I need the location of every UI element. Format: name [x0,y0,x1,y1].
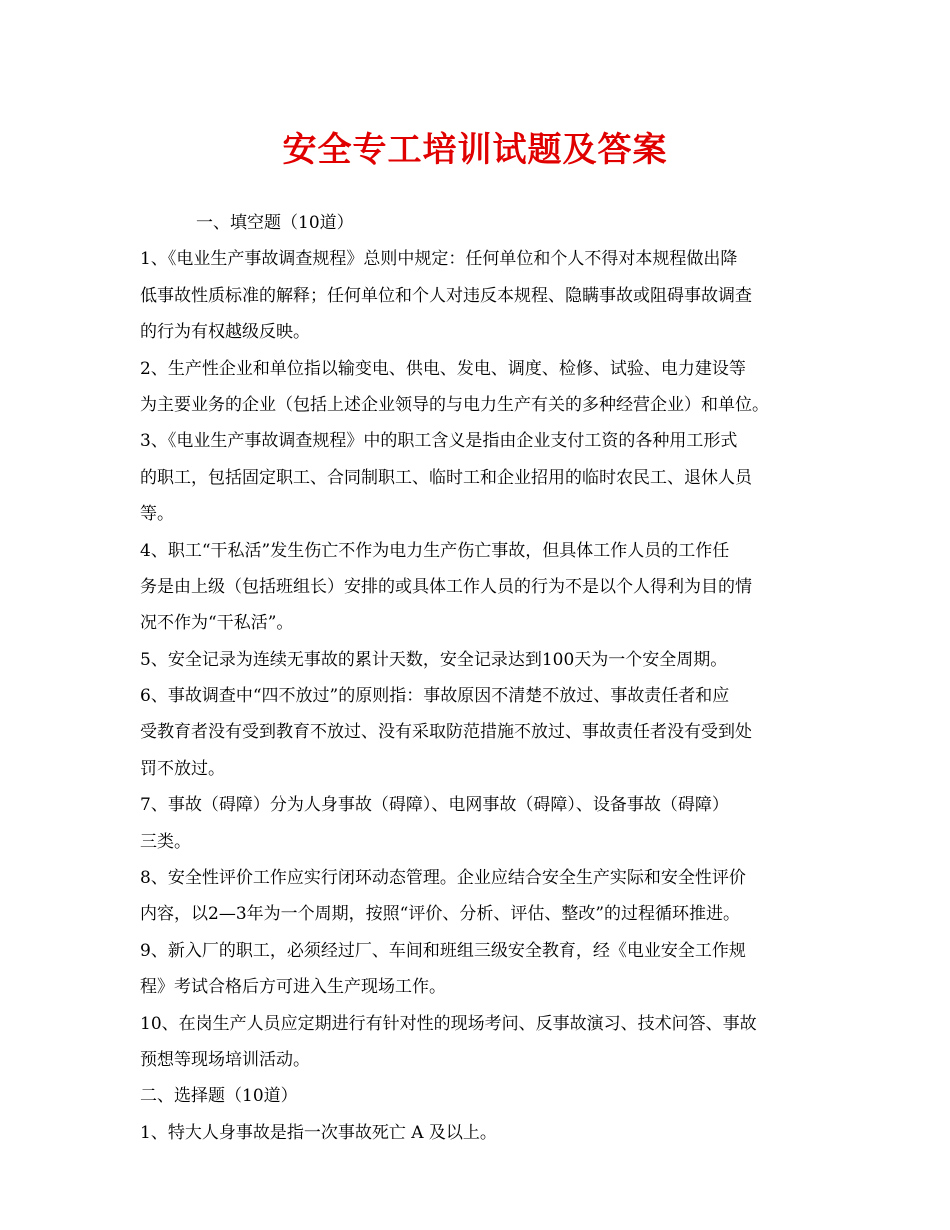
text-line: 3、《电业生产事故调查规程》中的职工含义是指由企业支付工资的各种用工形式 [140,431,738,452]
text-line: 的行为有权越级反映。 [140,322,310,343]
text-line: 6、事故调查中“四不放过”的原则指：事故原因不清楚不放过、事故责任者和应 [140,686,730,707]
text-line: 的职工，包括固定职工、合同制职工、临时工和企业招用的临时农民工、退休人员 [140,467,752,488]
document-body [140,205,830,1151]
text-line: 10、在岗生产人员应定期进行有针对性的现场考问、反事故演习、技术问答、事故 [140,1013,757,1034]
text-line: 7、事故（碍障）分为人身事故（碍障）、电网事故（碍障）、设备事故（碍障） [140,795,729,816]
text-line: 况不作为“干私活”。 [140,613,294,634]
text-line: 5、安全记录为连续无事故的累计天数，安全记录达到100天为一个安全周期。 [140,649,728,670]
text-line: 程》考试合格后方可进入生产现场工作。 [140,977,446,998]
text-line: 受教育者没有受到教育不放过、没有采取防范措施不放过、事故责任者没有受到处 [140,722,752,743]
text-line: 一、填空题（10道） [196,213,354,233]
text-line: 罚不放过。 [140,758,225,779]
text-line: 预想等现场培训活动。 [140,1049,310,1070]
text-line: 为主要业务的企业（包括上述企业领导的与电力生产有关的多种经营企业）和单位。 [140,394,769,415]
text-line: 9、新入厂的职工，必须经过厂、车间和班组三级安全教育，经《电业安全工作规 [140,940,746,961]
text-line: 1、特大人身事故是指一次事故死亡 A 及以上。 [140,1122,497,1143]
text-line: 三类。 [140,831,191,852]
text-line: 务是由上级（包括班组长）安排的或具体工作人员的行为不是以个人得利为目的情 [140,576,752,597]
text-line: 等。 [140,504,174,525]
text-line: 二、选择题（10道） [140,1086,298,1107]
text-line: 8、安全性评价工作应实行闭环动态管理。企业应结合安全生产实际和安全性评价 [140,868,746,889]
document-title: 安全专工培训试题及答案 [282,130,668,170]
text-line: 低事故性质标准的解释；任何单位和个人对违反本规程、隐瞒事故或阻碍事故调查 [140,285,752,306]
text-line: 2、生产性企业和单位指以输变电、供电、发电、调度、检修、试验、电力建设等 [140,358,746,379]
text-line: 1、《电业生产事故调查规程》总则中规定：任何单位和个人不得对本规程做出降 [140,249,738,270]
text-line: 4、职工“干私活”发生伤亡不作为电力生产伤亡事故，但具体工作人员的工作任 [140,540,730,561]
text-line: 内容，以2—3年为一个周期，按照“评价、分析、评估、整改”的过程循环推进。 [140,904,741,925]
